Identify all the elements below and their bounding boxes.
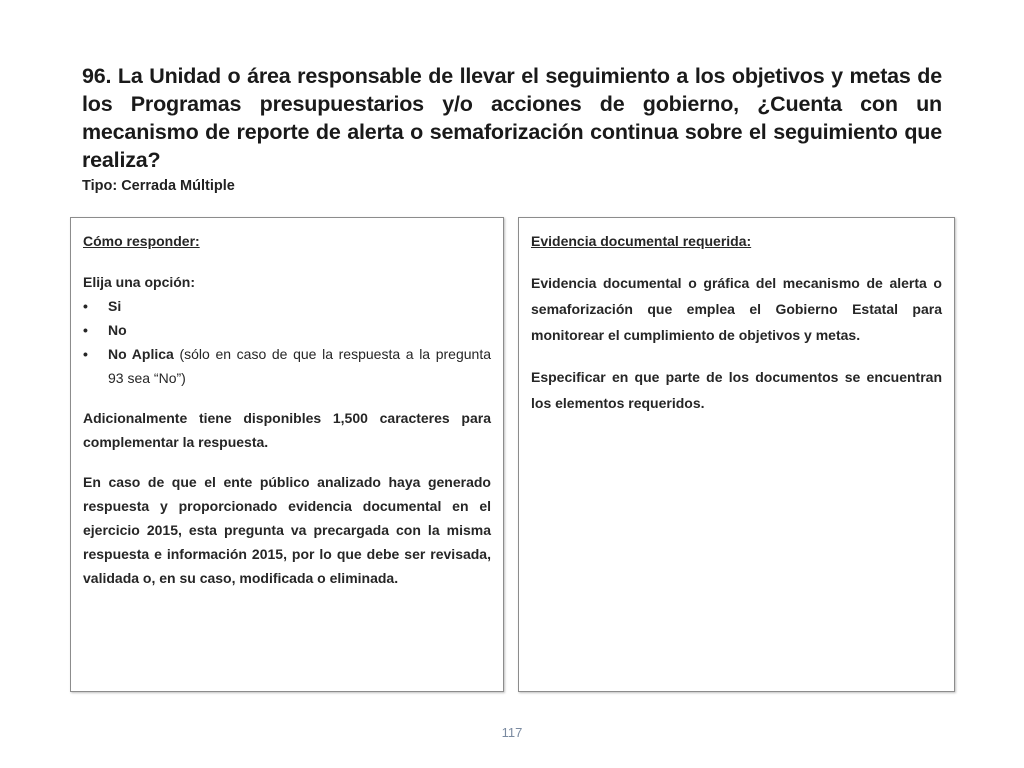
additional-characters-note: Adicionalmente tiene disponibles 1,500 caracteres para complementar la respuesta. (83, 410, 491, 450)
answer-options-list (83, 294, 491, 390)
how-to-answer-heading: Cómo responder: (83, 233, 200, 249)
option-label: No (108, 322, 127, 338)
page-number: 117 (501, 725, 523, 740)
option-note: (sólo en caso de que la respuesta a la pregunta 93 sea “No”) (108, 346, 492, 386)
option-no-aplica (83, 342, 491, 390)
option-label: Si (108, 298, 122, 314)
bullet-icon: • (83, 346, 88, 362)
question-type: Tipo: Cerrada Múltiple (82, 178, 235, 194)
evidence-description: Evidencia documental o gráfica del mecanismo de alerta o semaforización que emplea el Gobierno Estatal para monitorear el cumplimiento de objetivos y metas. (531, 275, 942, 343)
option-no (83, 318, 491, 342)
option-si (83, 294, 491, 318)
preload-note: En caso de que el ente público analizado haya generado respuesta y proporcionado evidencia documental en el ejercicio 2015, esta pregunta va precargada con la misma respuesta e información 2015, por lo que debe ser revisada, validada o, en su caso, modificada o eliminada. (83, 474, 491, 586)
question-title: 96. La Unidad o área responsable de llevar el seguimiento a los objetivos y metas de los Programas presupuestarios y/o acciones de gobierno, ¿Cuenta con un mecanismo de reporte de alerta o semaforización continua sobre el seguimiento que realiza? (82, 64, 942, 172)
bullet-icon: • (83, 322, 88, 338)
evidence-location-note: Especificar en que parte de los documentos se encuentran los elementos requeridos. (531, 369, 942, 411)
evidence-heading: Evidencia documental requerida: (531, 233, 752, 249)
option-label: No Aplica (108, 346, 174, 362)
evidence-panel (518, 217, 955, 692)
bullet-icon: • (83, 298, 88, 314)
how-to-answer-panel (70, 217, 504, 692)
options-intro: Elija una opción: (83, 274, 196, 290)
